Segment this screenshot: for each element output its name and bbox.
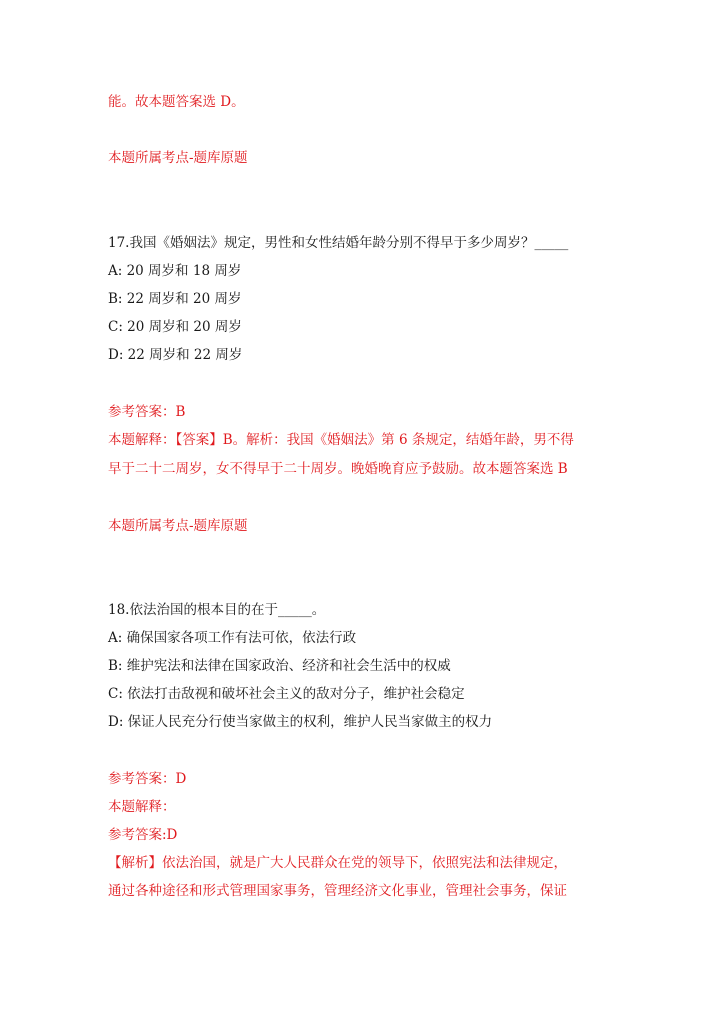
reference-answer: 参考答案：D [108, 771, 187, 787]
option-a: A: 确保国家各项工作有法可依，依法行政 [108, 630, 357, 646]
prev-topic: 本题所属考点-题库原题 [108, 150, 248, 166]
option-d: D: 22 周岁和 22 周岁 [108, 347, 243, 363]
reference-answer-repeat: 参考答案:D [108, 827, 178, 843]
prev-answer-tail: 能。故本题答案选 D。 [108, 94, 245, 110]
explanation-line-2: 早于二十二周岁，女不得早于二十周岁。晚婚晚育应予鼓励。故本题答案选 B [108, 461, 568, 477]
explanation-line-1: 本题解释：【答案】B。解析：我国《婚姻法》第 6 条规定，结婚年龄，男不得 [108, 432, 574, 448]
question-stem: 17.我国《婚姻法》规定，男性和女性结婚年龄分别不得早于多少周岁？_____ [108, 235, 569, 251]
option-c: C: 依法打击敌视和破坏社会主义的敌对分子，维护社会稳定 [108, 686, 465, 702]
question-stem: 18.依法治国的根本目的在于_____。 [108, 602, 326, 618]
analysis-line-1: 【解析】依法治国，就是广大人民群众在党的领导下，依照宪法和法律规定， [108, 855, 567, 871]
option-a: A: 20 周岁和 18 周岁 [108, 263, 242, 279]
explanation-label: 本题解释： [108, 799, 176, 815]
reference-answer: 参考答案：B [108, 404, 186, 420]
analysis-line-2: 通过各种途径和形式管理国家事务，管理经济文化事业，管理社会事务，保证 [108, 883, 567, 899]
option-b: B: 维护宪法和法律在国家政治、经济和社会生活中的权威 [108, 658, 451, 674]
option-b: B: 22 周岁和 20 周岁 [108, 291, 242, 307]
option-d: D: 保证人民充分行使当家做主的权利，维护人民当家做主的权力 [108, 714, 493, 730]
option-c: C: 20 周岁和 20 周岁 [108, 319, 242, 335]
topic-label: 本题所属考点-题库原题 [108, 518, 248, 534]
